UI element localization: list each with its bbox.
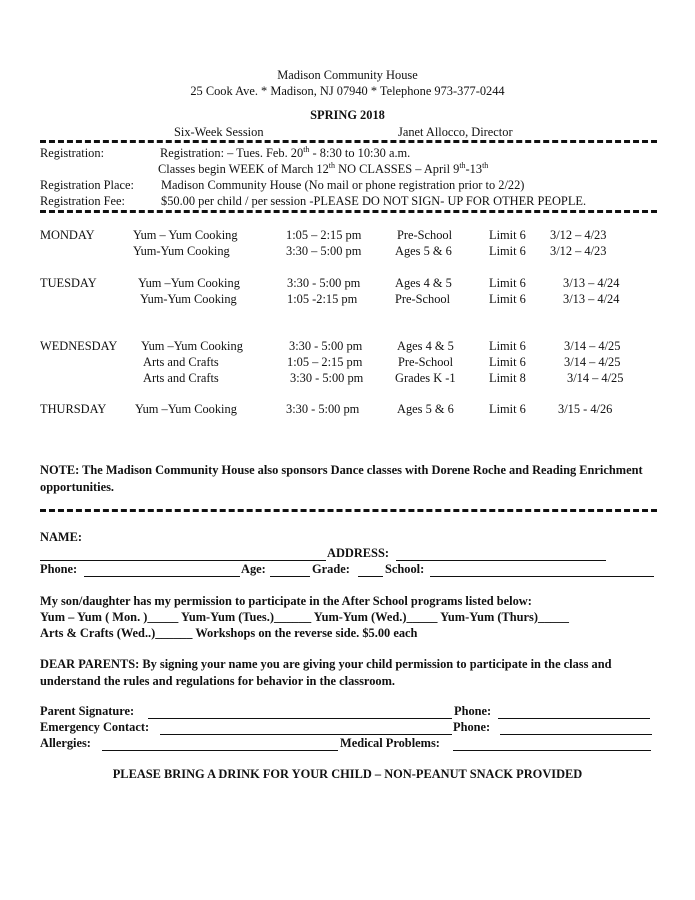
schedule-limit: Limit 8 bbox=[489, 371, 526, 385]
schedule-limit: Limit 6 bbox=[489, 339, 526, 353]
registration-fee-value: $50.00 per child / per session -PLEASE DO NOT SIGN- UP FOR OTHER PEOPLE. bbox=[161, 194, 587, 208]
phone-field[interactable] bbox=[84, 576, 240, 577]
schedule-time: 3:30 - 5:00 pm bbox=[286, 402, 360, 416]
top-dashed-divider bbox=[40, 140, 657, 143]
registration-label: Registration: bbox=[40, 146, 105, 160]
parent-signature-label: Parent Signature: bbox=[40, 704, 135, 718]
schedule-dates: 3/15 - 4/26 bbox=[558, 402, 613, 416]
schedule-class: Yum –Yum Cooking bbox=[141, 339, 243, 353]
schedule-time: 1:05 -2:15 pm bbox=[287, 292, 358, 306]
registration-place-value: Madison Community House (No mail or phone registration prior to 2/22) bbox=[161, 178, 525, 192]
schedule-time: 3:30 - 5:00 pm bbox=[287, 276, 361, 290]
schedule-limit: Limit 6 bbox=[489, 244, 526, 258]
signature-phone-label: Phone: bbox=[454, 704, 492, 718]
emergency-phone-label: Phone: bbox=[453, 720, 491, 734]
permission-options-line1[interactable]: Yum – Yum ( Mon. )_____ Yum-Yum (Tues.)______ Yum-Yum (Wed.)_____ Yum-Yum (Thurs)_____ bbox=[40, 610, 569, 624]
schedule-ages: Ages 5 & 6 bbox=[395, 244, 452, 258]
schedule-ages: Ages 4 & 5 bbox=[395, 276, 452, 290]
schedule-limit: Limit 6 bbox=[489, 276, 526, 290]
medical-problems-label: Medical Problems: bbox=[340, 736, 440, 750]
schedule-ages: Ages 4 & 5 bbox=[397, 339, 454, 353]
schedule-class: Arts and Crafts bbox=[143, 371, 219, 385]
schedule-limit: Limit 6 bbox=[489, 402, 526, 416]
address-label: ADDRESS: bbox=[327, 546, 389, 560]
schedule-dates: 3/14 – 4/25 bbox=[564, 339, 621, 353]
schedule-dates: 3/14 – 4/25 bbox=[564, 355, 621, 369]
schedule-day: THURSDAY bbox=[40, 402, 107, 416]
permission-options-line2[interactable]: Arts & Crafts (Wed..)______ Workshops on the reverse side. $5.00 each bbox=[40, 626, 418, 640]
grade-label: Grade: bbox=[312, 562, 350, 576]
schedule-dates: 3/13 – 4/24 bbox=[563, 276, 620, 290]
emergency-phone-field[interactable] bbox=[500, 734, 652, 735]
schedule-time: 1:05 – 2:15 pm bbox=[286, 228, 362, 242]
registration-dashed-divider bbox=[40, 210, 657, 213]
phone-label: Phone: bbox=[40, 562, 78, 576]
school-field[interactable] bbox=[430, 576, 654, 577]
form-dashed-divider bbox=[40, 509, 657, 512]
session-label: Six-Week Session bbox=[174, 125, 264, 139]
age-label: Age: bbox=[241, 562, 266, 576]
season-title: SPRING 2018 bbox=[310, 108, 385, 122]
schedule-dates: 3/12 – 4/23 bbox=[550, 244, 607, 258]
director-label: Janet Allocco, Director bbox=[398, 125, 513, 139]
schedule-class: Yum – Yum Cooking bbox=[133, 228, 238, 242]
registration-place-label: Registration Place: bbox=[40, 178, 134, 192]
allergies-field[interactable] bbox=[102, 750, 338, 751]
emergency-contact-field[interactable] bbox=[160, 734, 452, 735]
schedule-class: Yum –Yum Cooking bbox=[138, 276, 240, 290]
schedule-time: 3:30 - 5:00 pm bbox=[289, 339, 363, 353]
schedule-time: 3:30 – 5:00 pm bbox=[286, 244, 362, 258]
schedule-ages: Pre-School bbox=[398, 355, 454, 369]
registration-fee-label: Registration Fee: bbox=[40, 194, 125, 208]
signature-phone-field[interactable] bbox=[498, 718, 650, 719]
dear-parents-paragraph: DEAR PARENTS: By signing your name you are giving your child permission to participate in the class and understand the rules and regulations for behavior in the classroom. bbox=[40, 657, 612, 688]
schedule-ages: Grades K -1 bbox=[395, 371, 456, 385]
address-field[interactable] bbox=[396, 560, 606, 561]
emergency-contact-label: Emergency Contact: bbox=[40, 720, 150, 734]
schedule-dates: 3/12 – 4/23 bbox=[550, 228, 607, 242]
note-paragraph: NOTE: The Madison Community House also sponsors Dance classes with Dorene Roche and Reading Enrichment opportunities. bbox=[40, 463, 643, 494]
schedule-class: Yum-Yum Cooking bbox=[133, 244, 230, 258]
org-name: Madison Community House bbox=[277, 68, 418, 82]
schedule-dates: 3/14 – 4/25 bbox=[567, 371, 624, 385]
schedule-day: WEDNESDAY bbox=[40, 339, 118, 353]
school-label: School: bbox=[385, 562, 425, 576]
org-address: 25 Cook Ave. * Madison, NJ 07940 * Telephone 973-377-0244 bbox=[190, 84, 505, 98]
schedule-time: 3:30 - 5:00 pm bbox=[290, 371, 364, 385]
footer-note: PLEASE BRING A DRINK FOR YOUR CHILD – NON-PEANUT SNACK PROVIDED bbox=[112, 767, 583, 781]
schedule-class: Yum-Yum Cooking bbox=[140, 292, 237, 306]
grade-field[interactable] bbox=[358, 576, 383, 577]
registration-date: Registration: – Tues. Feb. 20th - 8:30 to 10:30 a.m. bbox=[160, 144, 411, 160]
name-label: NAME: bbox=[40, 530, 82, 544]
schedule-day: MONDAY bbox=[40, 228, 95, 242]
schedule-time: 1:05 – 2:15 pm bbox=[287, 355, 363, 369]
schedule-day: TUESDAY bbox=[40, 276, 97, 290]
classes-begin-line: Classes begin WEEK of March 12th NO CLASSES – April 9th-13th bbox=[158, 160, 489, 176]
schedule-limit: Limit 6 bbox=[489, 355, 526, 369]
schedule-ages: Ages 5 & 6 bbox=[397, 402, 454, 416]
medical-problems-field[interactable] bbox=[453, 750, 651, 751]
schedule-limit: Limit 6 bbox=[489, 228, 526, 242]
schedule-limit: Limit 6 bbox=[489, 292, 526, 306]
name-field[interactable] bbox=[40, 560, 326, 561]
schedule-dates: 3/13 – 4/24 bbox=[563, 292, 620, 306]
parent-signature-field[interactable] bbox=[148, 718, 452, 719]
schedule-ages: Pre-School bbox=[395, 292, 451, 306]
schedule-ages: Pre-School bbox=[397, 228, 453, 242]
schedule-class: Arts and Crafts bbox=[143, 355, 219, 369]
age-field[interactable] bbox=[270, 576, 310, 577]
schedule-class: Yum –Yum Cooking bbox=[135, 402, 237, 416]
allergies-label: Allergies: bbox=[40, 736, 91, 750]
permission-heading: My son/daughter has my permission to participate in the After School programs listed below: bbox=[40, 594, 532, 608]
